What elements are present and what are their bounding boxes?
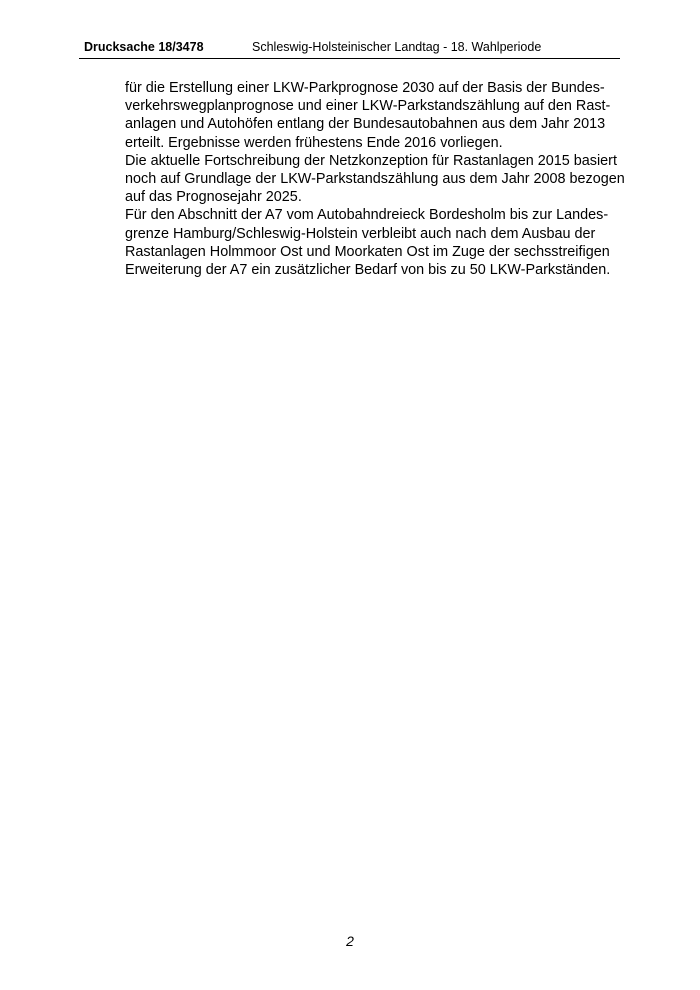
body-line: Erweiterung der A7 ein zusätzlicher Bedarf von bis zu 50 LKW-Parkständen.: [125, 262, 611, 279]
body-line: noch auf Grundlage der LKW-Parkstandszählung aus dem Jahr 2008 bezogen: [125, 171, 625, 188]
body-line: Rastanlagen Holmmoor Ost und Moorkaten Ost im Zuge der sechsstreifigen: [125, 243, 610, 260]
document-number: Drucksache 18/3478: [84, 40, 204, 54]
page-header: [79, 40, 620, 59]
page-number: 2: [346, 933, 354, 949]
body-line: auf das Prognosejahr 2025.: [125, 189, 302, 206]
body-line: Für den Abschnitt der A7 vom Autobahndreieck Bordesholm bis zur Landes-: [125, 207, 609, 224]
body-line: Die aktuelle Fortschreibung der Netzkonzeption für Rastanlagen 2015 basiert: [125, 152, 617, 169]
body-line: erteilt. Ergebnisse werden frühestens Ende 2016 vorliegen.: [125, 134, 503, 151]
body-line: für die Erstellung einer LKW-Parkprognose 2030 auf der Basis der Bundes-: [125, 80, 605, 96]
body-line: anlagen und Autohöfen entlang der Bundesautobahnen aus dem Jahr 2013: [125, 116, 606, 133]
body-paragraphs: [125, 79, 625, 279]
body-line: grenze Hamburg/Schleswig-Holstein verbleibt auch nach dem Ausbau der: [125, 225, 596, 242]
document-title: Schleswig-Holsteinischer Landtag - 18. Wahlperiode: [252, 40, 542, 54]
body-line: verkehrswegplanprognose und einer LKW-Parkstandszählung auf den Rast-: [125, 98, 611, 115]
